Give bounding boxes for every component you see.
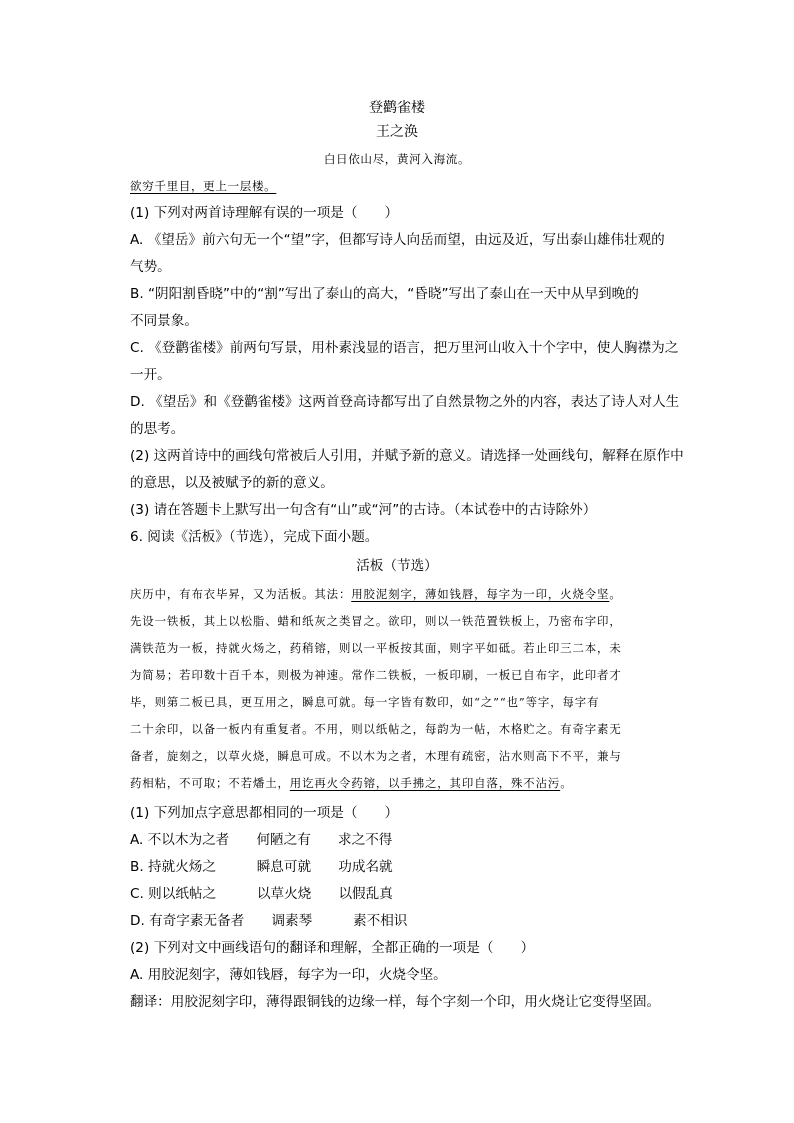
q5-option-a-line1: A. 《望岳》前六句无一个“望”字，但都写诗人向岳而望，由远及近，写出泰山雄伟壮观的 xyxy=(130,232,665,248)
poem-author: 王之涣 xyxy=(376,124,418,140)
poem-title: 登鹳雀楼 xyxy=(369,100,425,116)
passage-underlined-sentence-2: 用讫再火令药镕，以手拂之，其印自落，殊不沾污 xyxy=(289,776,561,790)
passage-line-8 xyxy=(130,773,690,793)
q6-option-c: C. 则以纸帖之 以草火烧 以假乱真 xyxy=(130,886,393,902)
q5-sub2-line1: (2) 这两首诗中的画线句常被后人引用，并赋予新的意义。请选择一处画线句，解释在原作中 xyxy=(130,448,684,464)
passage-line-8-end: 。 xyxy=(560,776,573,790)
passage-line-5: 毕，则第二板已具，更互用之，瞬息可就。每一字皆有数印，如“之”“也”等字，每字有 xyxy=(130,695,600,709)
passage-line-2: 先设一铁板，其上以松脂、蜡和纸灰之类冒之。欲印，则以一铁范置铁板上，乃密布字印， xyxy=(130,614,622,628)
passage-line-7: 备者，旋刻之，以草火烧，瞬息可成。不以木为之者，木理有疏密，沾水则高下不平，兼与 xyxy=(130,749,622,763)
q6-stem: 6. 阅读《活板》（节选），完成下面小题。 xyxy=(130,529,379,545)
poem-line-2-underlined: 欲穷千里目，更上一层楼。 xyxy=(130,179,277,193)
q6-sub2-option-a: A. 用胶泥刻字，薄如钱唇，每字为一印，火烧令坚。 xyxy=(130,967,447,983)
q5-option-c-line2: 一开。 xyxy=(130,367,171,383)
q5-option-d-line2: 的思考。 xyxy=(130,421,185,437)
q6-sub2-translation: 翻译：用胶泥刻字印，薄得跟铜钱的边缘一样，每个字刻一个印，用火烧让它变得坚固。 xyxy=(130,994,661,1010)
q5-sub2-line2: 的意思，以及被赋予的新的意义。 xyxy=(130,475,334,491)
q5-sub1-stem: (1) 下列对两首诗理解有误的一项是（ ） xyxy=(130,205,399,221)
passage-line-8-text: 药相粘，不可取；不若燔土， xyxy=(130,776,290,790)
passage-line-1-end: 。 xyxy=(609,587,622,601)
q5-option-a-line2: 气势。 xyxy=(130,259,171,275)
passage-line-3: 满铁范为一板，持就火炀之，药稍镕，则以一平板按其面，则字平如砥。若止印三二本，未 xyxy=(130,641,622,655)
passage-line-1 xyxy=(130,584,690,604)
passage-line-1-text: 庆历中，有布衣毕昇，又为活板。其法： xyxy=(130,587,352,601)
q6-option-d: D. 有奇字素无备者 调素琴 素不相识 xyxy=(130,913,408,929)
passage-title: 活板（节选） xyxy=(356,558,438,574)
poem-line-1: 白日依山尽，黄河入海流。 xyxy=(323,152,471,166)
poem-line-2 xyxy=(130,176,696,196)
q6-option-a: A. 不以木为之者 何陋之有 求之不得 xyxy=(130,832,393,848)
q5-option-b-line2: 不同景象。 xyxy=(130,313,198,329)
passage-underlined-sentence-1: 用胶泥刻字，薄如钱唇，每字为一印，火烧令坚 xyxy=(351,587,610,601)
q5-option-c-line1: C. 《登鹳雀楼》前两句写景，用朴素浅显的语言，把万里河山收入十个字中，使人胸襟为之 xyxy=(130,340,679,356)
passage-line-6: 二十余印，以备一板内有重复者。不用，则以纸帖之，每韵为一帖，木格贮之。有奇字素无 xyxy=(130,722,622,736)
q5-option-d-line1: D. 《望岳》和《登鹳雀楼》这两首登高诗都写出了自然景物之外的内容，表达了诗人对人生 xyxy=(130,394,680,410)
q6-option-b: B. 持就火炀之 瞬息可就 功成名就 xyxy=(130,859,393,875)
q5-sub3: (3) 请在答题卡上默写出一句含有“山”或“河”的古诗。（本试卷中的古诗除外） xyxy=(130,502,597,518)
q6-sub1-stem: (1) 下列加点字意思都相同的一项是（ ） xyxy=(130,805,399,821)
passage-line-4: 为简易；若印数十百千本，则极为神速。常作二铁板，一板印刷，一板已自布字，此印者才 xyxy=(130,668,622,682)
q5-option-b-line1: B. “阴阳割昏晓”中的“割”写出了泰山的高大，“昏晓”写出了泰山在一天中从早到晚的 xyxy=(130,286,639,302)
q6-sub2-stem: (2) 下列对文中画线语句的翻译和理解，全都正确的一项是（ ） xyxy=(130,940,535,956)
